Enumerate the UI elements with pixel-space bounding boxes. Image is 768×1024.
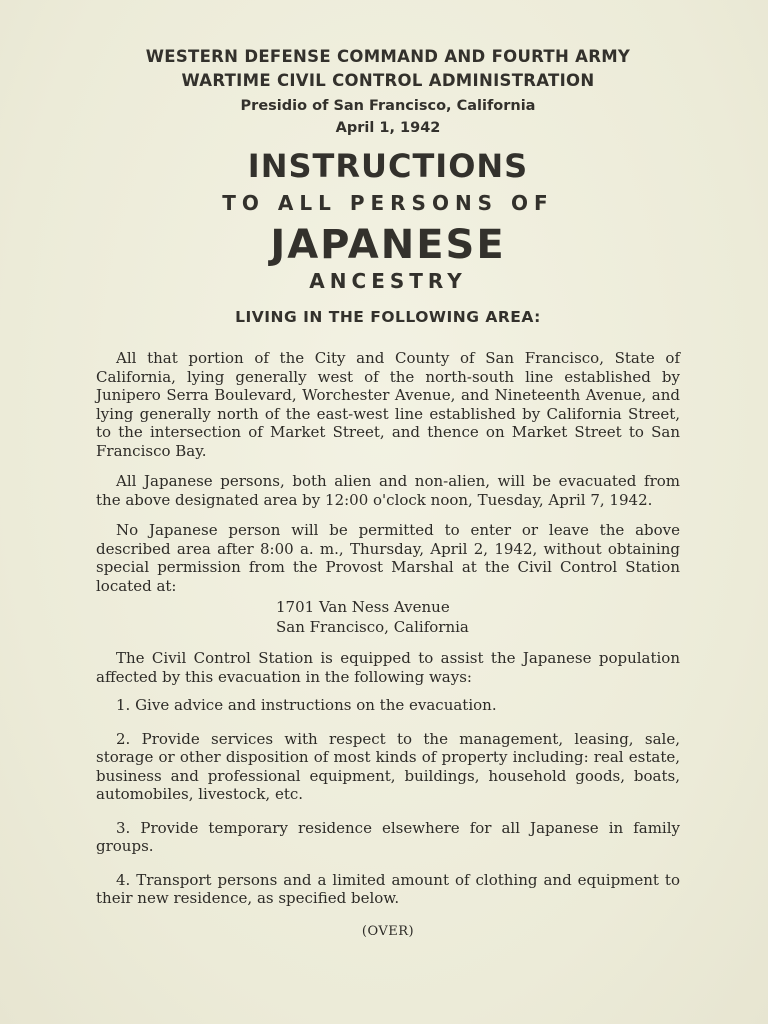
list-item: 4. Transport persons and a limited amount of clothing and equipment to their new residence, as specified below. <box>96 870 680 907</box>
over-label: (OVER) <box>361 923 415 939</box>
location-heading: Presidio of San Francisco, California <box>240 98 536 114</box>
instructions-title: INSTRUCTIONS <box>247 147 529 185</box>
address-line-2: San Francisco, California <box>276 618 469 636</box>
list-item: 1. Give advice and instructions on the evacuation. <box>116 696 497 714</box>
station-address <box>96 597 680 637</box>
evacuation-paragraph: All Japanese persons, both alien and non-alien, will be evacuated from the above designated area by 12:00 o'clock noon, Tuesday, April 7, 1942. <box>96 472 680 509</box>
document-header <box>96 44 680 329</box>
station-paragraph: The Civil Control Station is equipped to assist the Japanese population affected by this evacuation in the following ways: <box>96 649 680 686</box>
permission-paragraph: No Japanese person will be permitted to enter or leave the above described area after 8:00 a. m., Thursday, April 2, 1942, without obtaining special permission from the Provost Marshal at the Civil Control Station located at: <box>96 521 680 595</box>
area-paragraph: All that portion of the City and County of San Francisco, State of California, lying generally west of the north-south line established by Junipero Serra Boulevard, Worchester Avenue, and Nineteenth Avenue, and lying generally north of the east-west line established by California Street, to the intersection of Market Street, and thence on Market Street to San Francisco Bay. <box>96 349 680 460</box>
to-all-persons-title: TO ALL PERSONS OF <box>222 191 554 215</box>
document-body <box>96 349 680 941</box>
address-line-1: 1701 Van Ness Avenue <box>276 598 450 616</box>
list-item: 3. Provide temporary residence elsewhere for all Japanese in family groups. <box>96 818 680 855</box>
command-heading: WESTERN DEFENSE COMMAND AND FOURTH ARMY <box>145 47 631 66</box>
japanese-title: JAPANESE <box>270 222 506 268</box>
area-heading: LIVING IN THE FOLLOWING AREA: <box>235 308 541 326</box>
administration-heading: WARTIME CIVIL CONTROL ADMINISTRATION <box>181 71 595 90</box>
list-item: 2. Provide services with respect to the management, leasing, sale, storage or other disposition of most kinds of property including: real estate, business and professional equipment, buildings, household goods, boats, automobiles, livestock, etc. <box>96 729 680 803</box>
date-heading: April 1, 1942 <box>335 120 441 136</box>
ancestry-title: ANCESTRY <box>309 269 467 293</box>
